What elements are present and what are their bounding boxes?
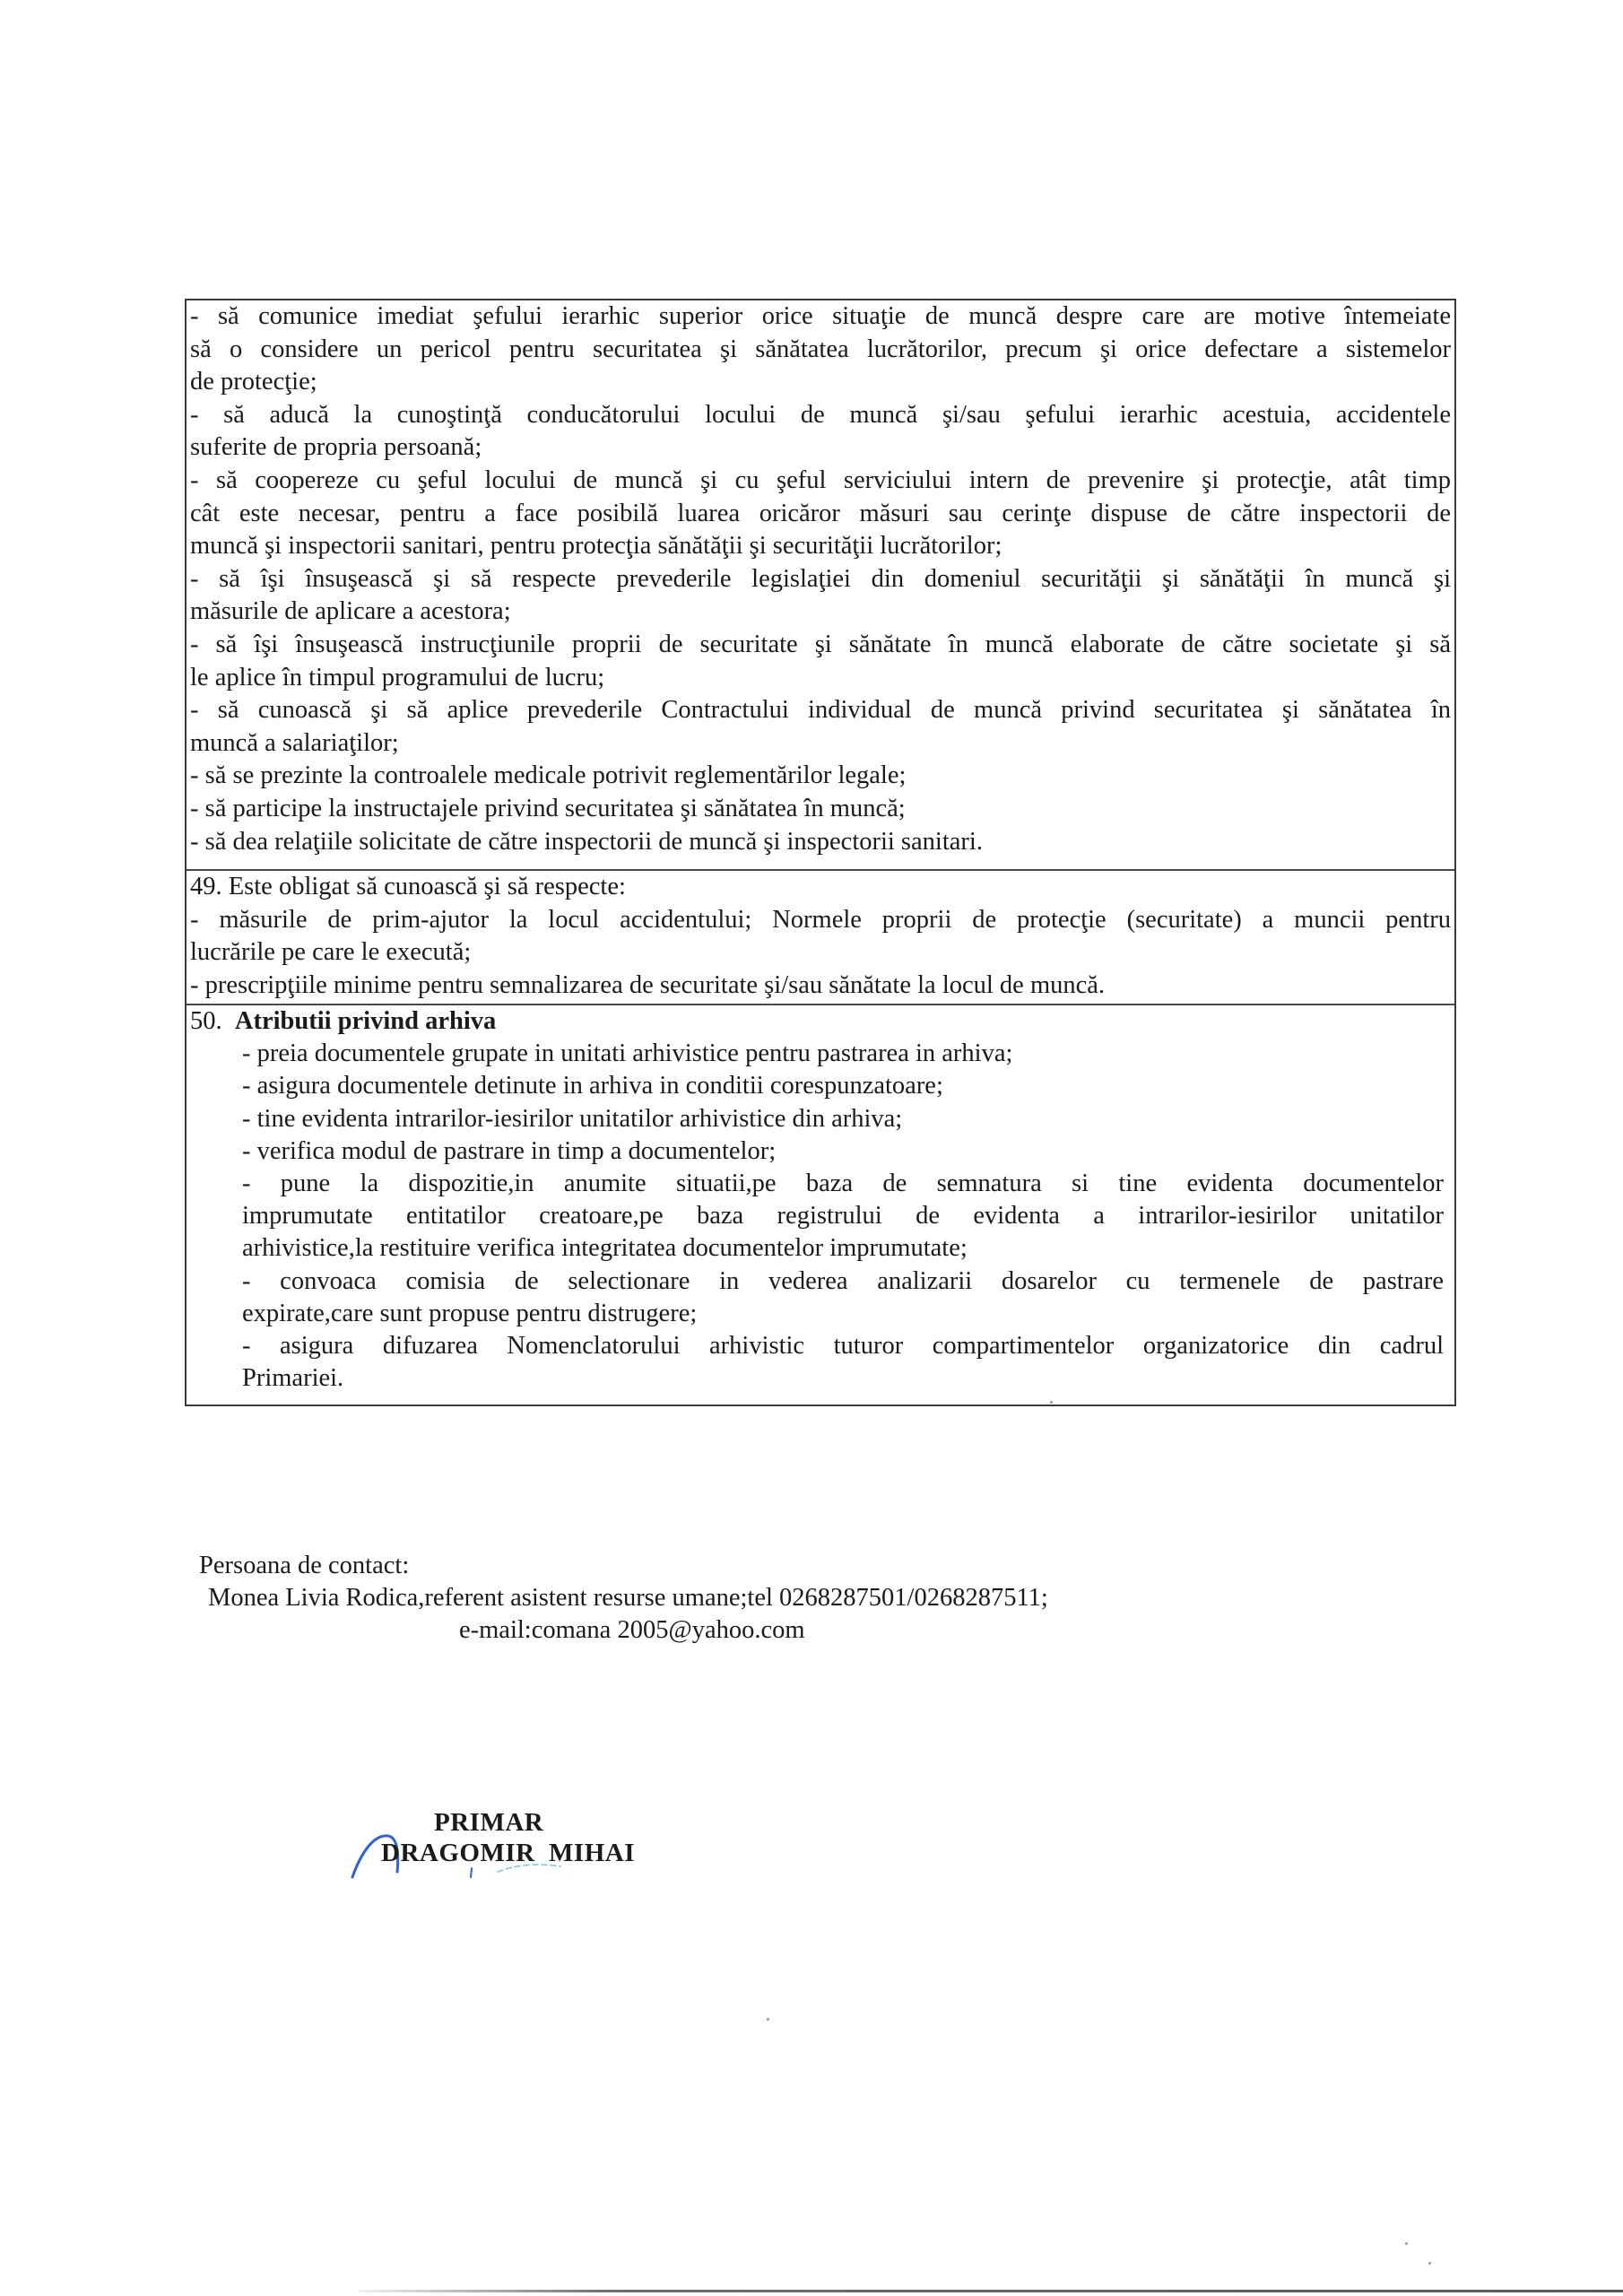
- archive-duty-line: - asigura documentele detinute in arhiva in conditii corespunzatoare;: [242, 1072, 943, 1100]
- section-50-list: [190, 1038, 1451, 1395]
- section-50-number: 50.: [190, 1007, 222, 1035]
- contact-block: [199, 1550, 1048, 1647]
- contact-email: e-mail:comana 2005@yahoo.com: [459, 1616, 805, 1644]
- archive-duty-line: - asigura difuzarea Nomenclatorului arhivistic tuturor compartimentelor organizatorice din cadrul: [242, 1332, 1444, 1361]
- table-row-general-duties: [187, 300, 1454, 869]
- scan-speck: [1428, 2262, 1431, 2265]
- scan-speck: [1050, 1401, 1053, 1404]
- archive-duty-line: imprumutate entitatilor creatoare,pe baza registrului de evidenta a intrarilor-iesirilor unitatilor: [242, 1202, 1444, 1231]
- duty-line: - să îşi însuşească instrucţiunile proprii de securitate şi sănătate în muncă elaborate de către societate şi să: [190, 630, 1451, 658]
- duties-table: [185, 299, 1456, 1406]
- contact-details: Monea Livia Rodica,referent asistent resurse umane;tel 0268287501/0268287511;: [208, 1584, 1048, 1612]
- duty-line: - să se prezinte la controalele medicale potrivit reglementărilor legale;: [190, 761, 907, 790]
- archive-duty-line: - verifica modul de pastrare in timp a documentelor;: [242, 1136, 777, 1165]
- duty-line: - să îşi însuşească şi să respecte prevederile legislaţiei din domeniul securităţii şi sănătăţii în muncă şi: [190, 564, 1451, 593]
- duty-line: - să comunice imediat şefului ierarhic superior orice situaţie de muncă despre care are motive întemeiate: [190, 302, 1451, 330]
- archive-duty-line: - preia documentele grupate in unitati arhivistice pentru pastrarea in arhiva;: [242, 1039, 1013, 1068]
- table-row-section-49: [187, 869, 1454, 1004]
- archive-duty-line: - tine evidenta intrarilor-iesirilor unitatilor arhivistice din arhiva;: [242, 1104, 903, 1133]
- archive-duty-line: - pune la dispozitie,in anumite situatii,pe baza de semnatura si tine evidenta documentelor: [242, 1170, 1444, 1198]
- section-49-line: - măsurile de prim-ajutor la locul accidentului; Normele proprii de protecţie (securitate) a muncii pentru: [190, 905, 1451, 934]
- signatory-name: [377, 1838, 635, 1868]
- scan-speck: [1405, 2242, 1408, 2245]
- signatory-title: PRIMAR: [434, 1808, 544, 1837]
- archive-duty-line: Primariei.: [242, 1364, 344, 1393]
- duty-line: - să coopereze cu şeful locului de muncă şi cu şeful serviciului intern de prevenire şi protecţie, atât timp: [190, 465, 1451, 494]
- archive-duty-line: expirate,care sunt propuse pentru distrugere;: [242, 1299, 698, 1327]
- section-49-line: lucrările pe care le execută;: [190, 938, 472, 966]
- duty-line: - să dea relaţiile solicitate de către inspectorii de muncă şi inspectorii sanitari.: [190, 827, 983, 856]
- section-49-heading: 49. Este obligat să cunoască şi să respecte:: [190, 873, 626, 900]
- table-row-section-50: [187, 1004, 1454, 1405]
- duty-line: muncă a salariaţilor;: [190, 728, 399, 757]
- duty-line: - să participe la instructajele privind securitatea şi sănătatea în muncă;: [190, 794, 906, 822]
- signatory-name-text: DRAGOMIR MIHAI: [381, 1839, 635, 1867]
- section-49-line: - prescripţiile minime pentru semnalizarea de securitate şi/sau sănătate la locul de muncă.: [190, 970, 1106, 999]
- scan-edge-line: [359, 2290, 1623, 2292]
- duty-line: - să aducă la cunoştinţă conducătorului locului de muncă şi/sau şefului ierarhic acestuia, accidentele: [190, 400, 1451, 429]
- contact-label: Persoana de contact:: [199, 1552, 410, 1579]
- duty-line: muncă şi inspectorii sanitari, pentru protecţia sănătăţii şi securităţii lucrătorilor;: [190, 532, 1002, 561]
- section-50-title: Atributii privind arhiva: [234, 1007, 497, 1035]
- signature-block: [377, 1807, 635, 1868]
- duty-line: de protecţie;: [190, 368, 317, 396]
- duty-line: cât este necesar, pentru a face posibilă luarea oricăror măsuri sau cerinţe dispuse de către inspectorii de: [190, 499, 1451, 527]
- archive-duty-line: arhivistice,la restituire verifica integritatea documentelor imprumutate;: [242, 1234, 968, 1263]
- section-50-heading: [190, 1005, 1451, 1038]
- duty-line: le aplice în timpul programului de lucru;: [190, 663, 605, 691]
- archive-duty-line: - convoaca comisia de selectionare in vederea analizarii dosarelor cu termenele de pastrare: [242, 1266, 1444, 1295]
- duty-line: să o considere un pericol pentru securitatea şi sănătatea lucrătorilor, precum şi orice defectare a sistemelor: [190, 335, 1451, 363]
- duty-line: măsurile de aplicare a acestora;: [190, 597, 511, 626]
- duty-line: - să cunoască şi să aplice prevederile Contractului individual de muncă privind securitatea şi sănătatea în: [190, 696, 1451, 725]
- duty-line: suferite de propria persoană;: [190, 433, 482, 462]
- scan-speck: [767, 2018, 769, 2021]
